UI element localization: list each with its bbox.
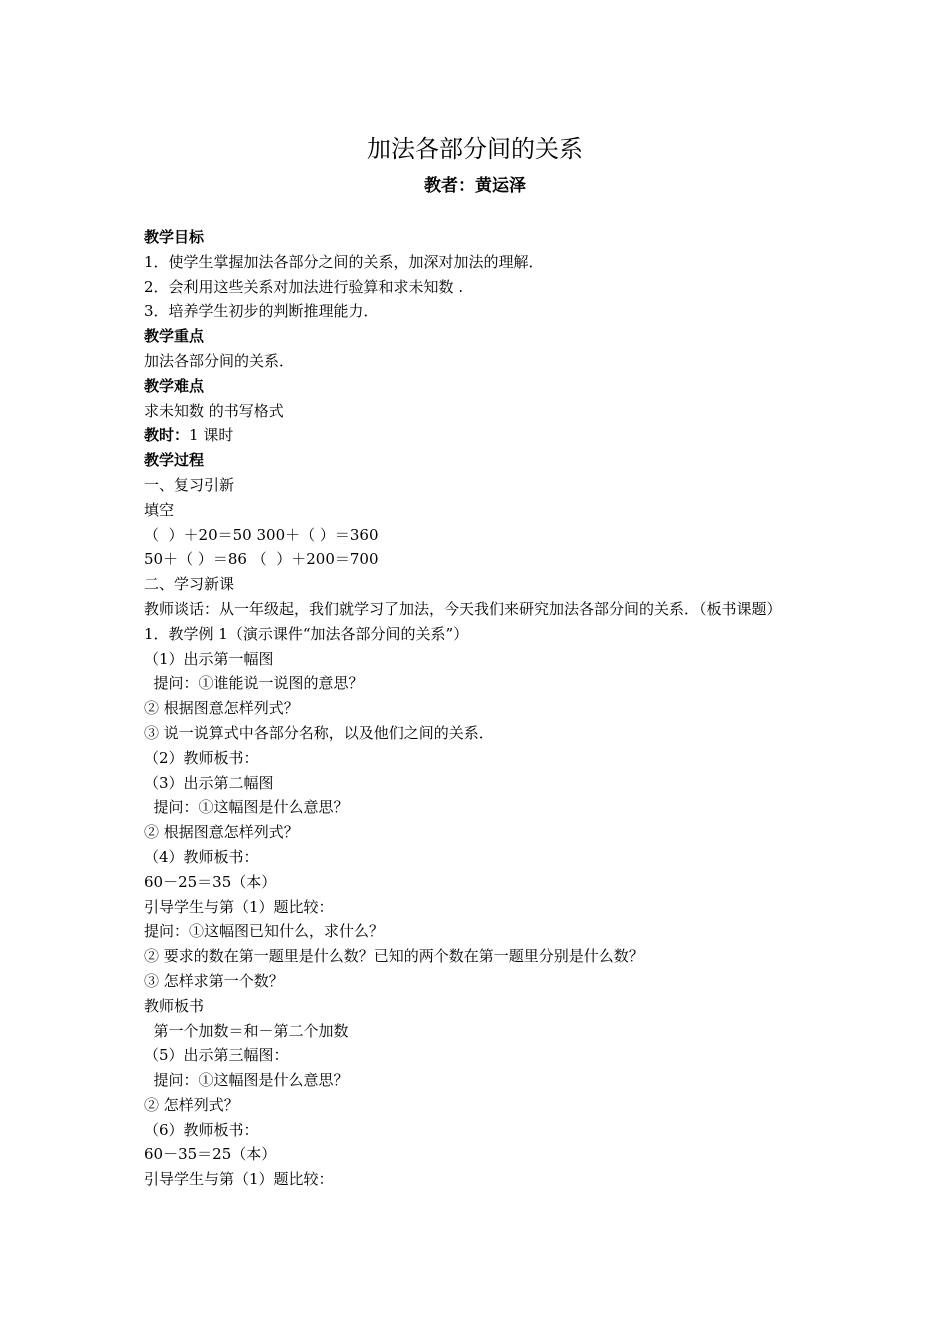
body-line: （2）教师板书：	[144, 748, 259, 767]
section-heading: 教学重点	[144, 327, 205, 346]
body-line: 60－25＝35（本）	[144, 872, 277, 891]
body-line: 引导学生与第（1）题比较：	[144, 1170, 334, 1189]
body-line: 提问：①这幅图是什么意思？	[144, 798, 349, 817]
body-line: 提问：①这幅图是什么意思？	[144, 1071, 349, 1090]
body-line: 教师谈话：从一年级起，我们就学习了加法，今天我们来研究加法各部分间的关系．（板书课题）	[144, 599, 782, 618]
body-line: 2．会利用这些关系对加法进行验算和求未知数 .	[144, 277, 464, 296]
body-line: 1．教学例 1（演示课件“加法各部分间的关系”）	[144, 624, 469, 643]
body-line: 加法各部分间的关系．	[144, 351, 295, 370]
section-heading: 教学目标	[144, 228, 205, 246]
body-line: （4）教师板书：	[144, 847, 259, 866]
author-line: 教者：黄运泽	[424, 176, 526, 196]
body-line: （6）教师板书：	[144, 1120, 259, 1139]
body-line: 1．使学生掌握加法各部分之间的关系，加深对加法的理解．	[144, 252, 544, 271]
section-heading: 教学过程	[144, 451, 205, 470]
body-line: （1）出示第一幅图	[144, 649, 274, 668]
body-line: 提问：①这幅图已知什么，求什么？	[144, 922, 385, 941]
body-line: （3）出示第二幅图	[144, 773, 274, 792]
body-line: ② 要求的数在第一题里是什么数？已知的两个数在第一题里分别是什么数？	[144, 947, 644, 966]
body-line: 引导学生与第（1）题比较：	[144, 897, 334, 916]
body-line: ② 怎样列式？	[144, 1095, 239, 1114]
body-line: 教师板书	[144, 996, 205, 1015]
body-line: 填空	[144, 500, 175, 519]
body-line: 求未知数 的书写格式	[144, 401, 284, 420]
label-text: 教时：	[144, 426, 190, 445]
body-line: ② 根据图意怎样列式？	[144, 823, 299, 842]
lesson-body	[144, 225, 814, 1192]
body-line: ③ 说一说算式中各部分名称，以及他们之间的关系．	[144, 723, 494, 742]
body-line: 二、学习新课	[144, 575, 235, 594]
value-text: 1 课时	[189, 426, 234, 445]
body-line: 一、复习引新	[144, 475, 235, 494]
body-line: 50＋（ ）＝86 （ ）＋200＝700	[144, 550, 379, 569]
body-line: 60－35＝25（本）	[144, 1145, 277, 1164]
body-line: 提问：①谁能说一说图的意思？	[144, 674, 364, 693]
document-title: 加法各部分间的关系	[367, 135, 583, 163]
body-line: ② 根据图意怎样列式？	[144, 699, 299, 718]
body-line: ③ 怎样求第一个数？	[144, 971, 284, 990]
body-line: 第一个加数＝和－第二个加数	[144, 1021, 349, 1040]
body-line: （ ）＋20＝50 300＋（ ）＝360	[144, 525, 379, 544]
body-line: 3．培养学生初步的判断推理能力．	[144, 302, 379, 321]
section-heading: 教学难点	[144, 376, 205, 395]
section-heading	[144, 423, 814, 448]
body-line: （5）出示第三幅图：	[144, 1046, 289, 1065]
